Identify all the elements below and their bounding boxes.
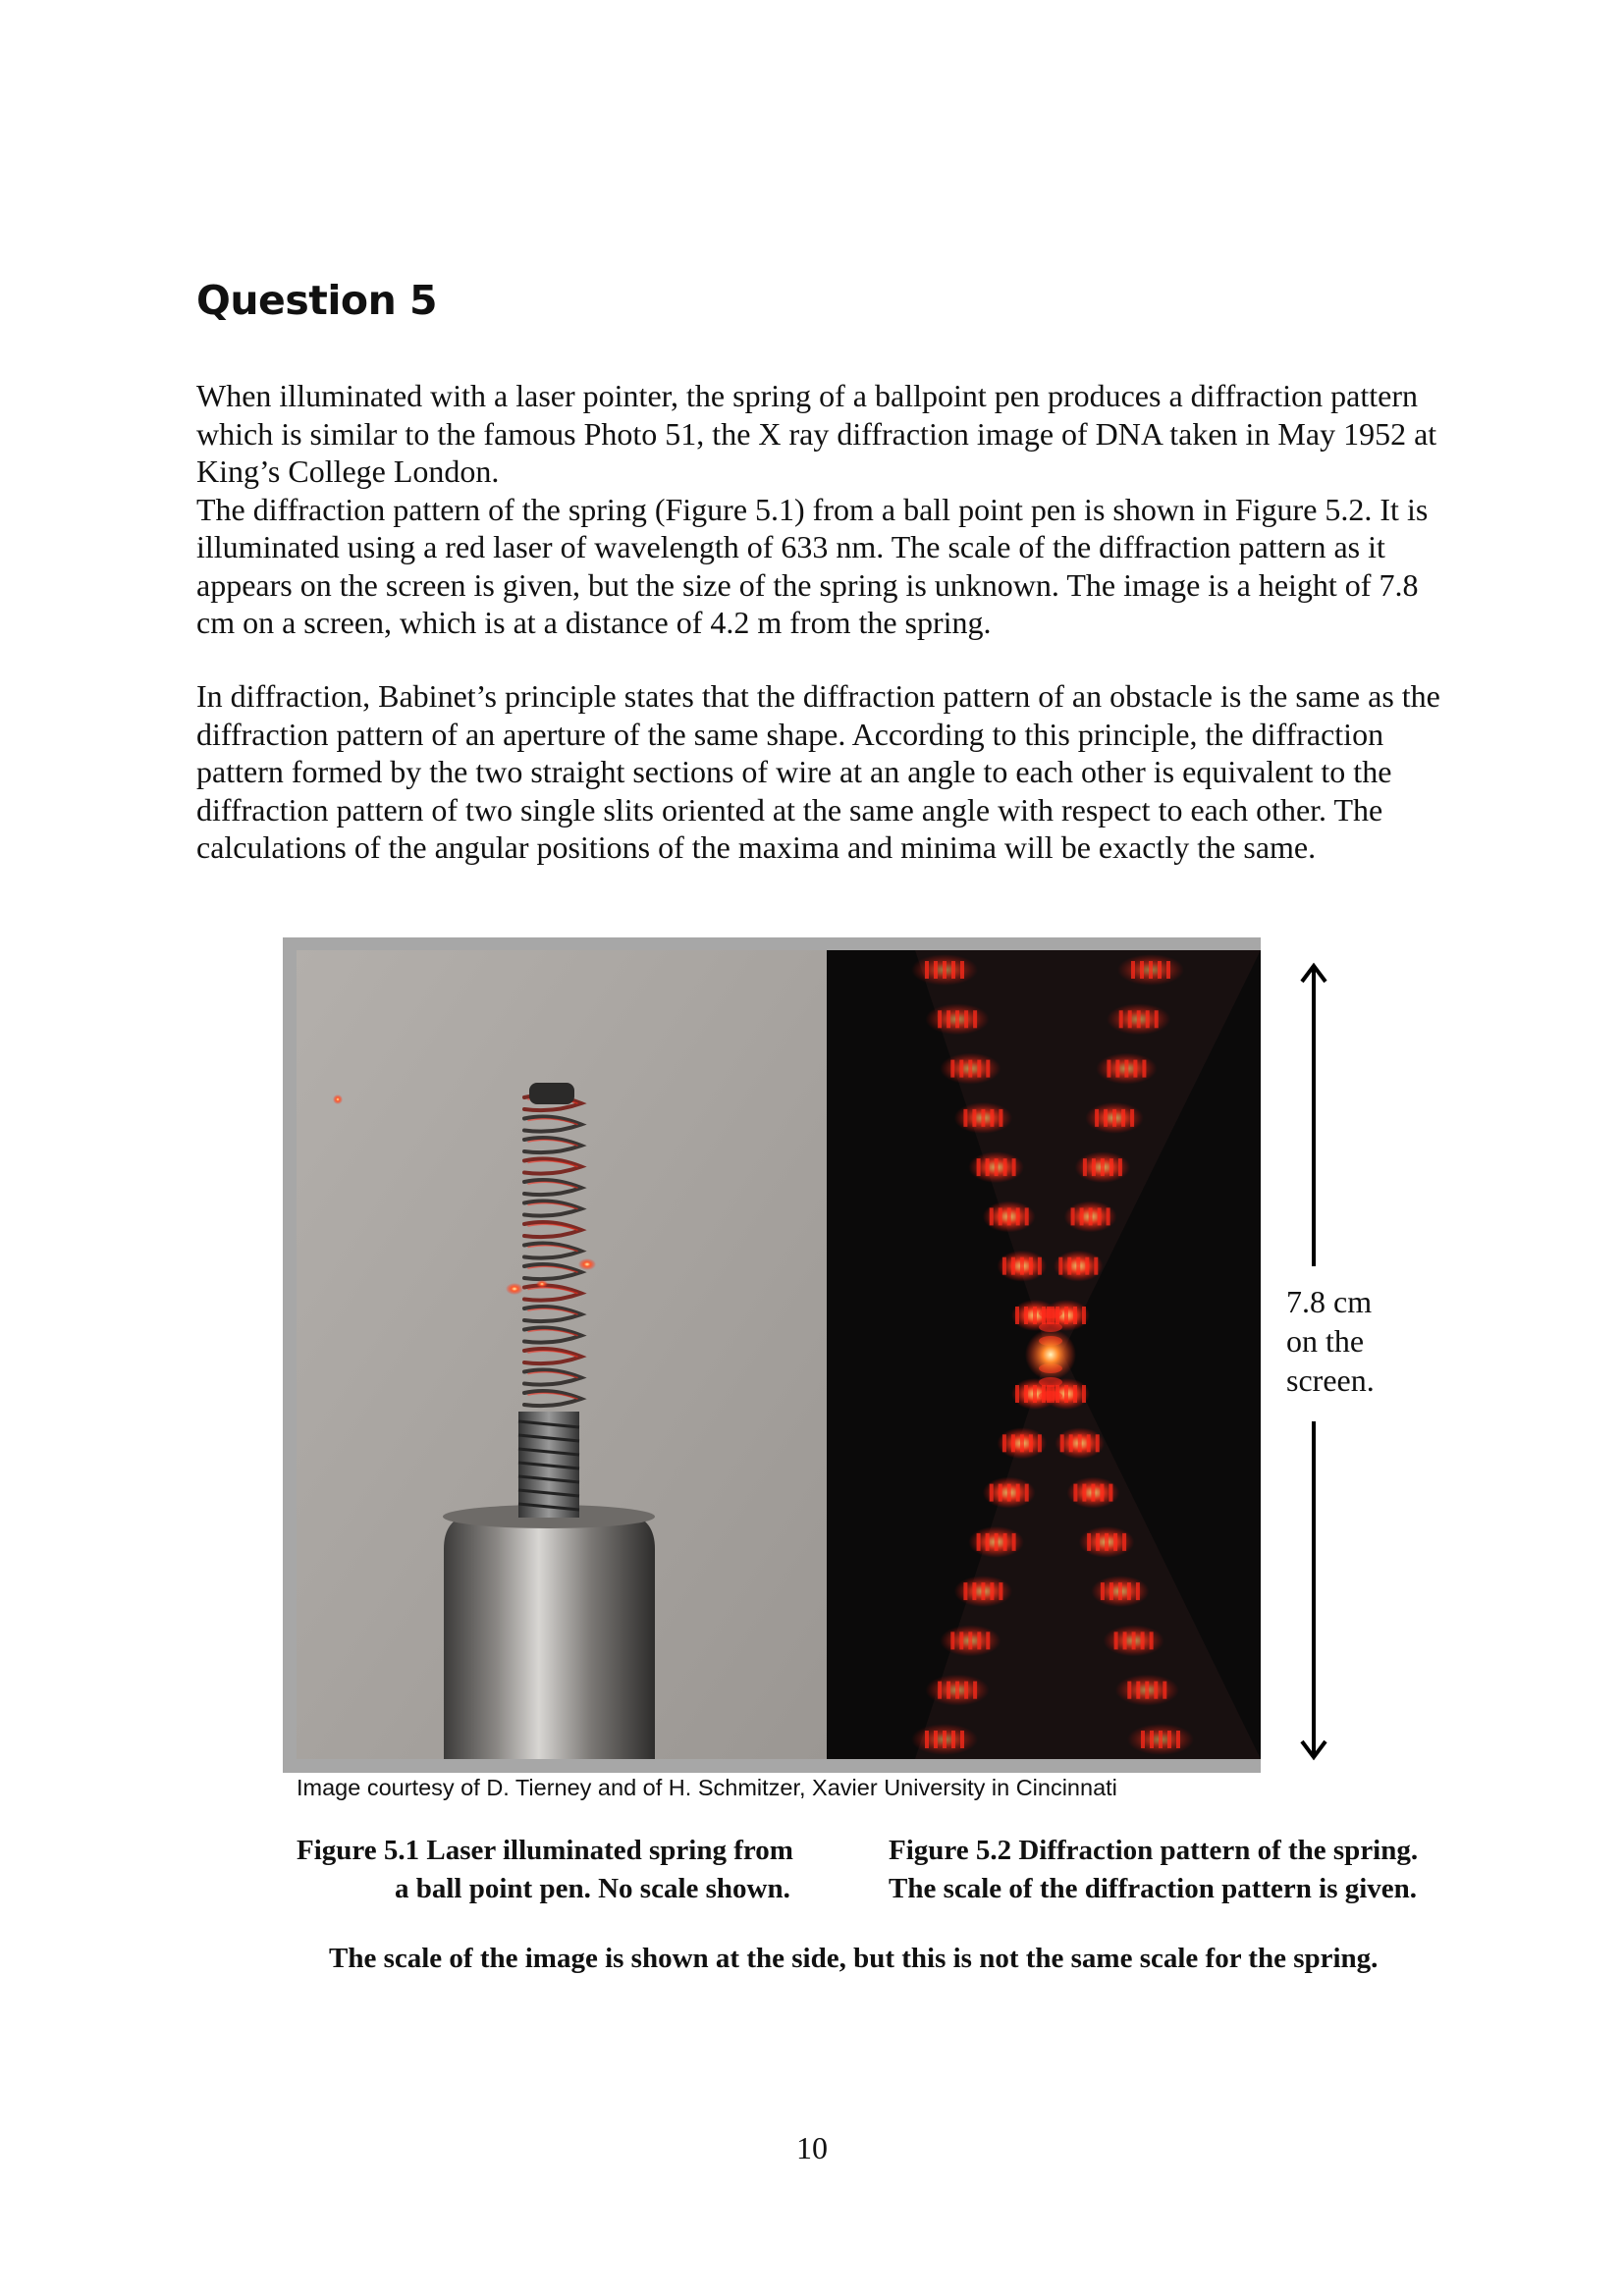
diffraction-fringe <box>1020 1257 1024 1275</box>
diffraction-fringe <box>1038 1434 1042 1452</box>
diffraction-fringe <box>947 1010 950 1028</box>
text-line: appears on the screen is given, but the size of the spring is unknown. The image is a height of 7.8 <box>196 566 1419 603</box>
diffraction-fringe <box>968 1631 972 1649</box>
diffraction-fringe <box>972 1582 976 1600</box>
diffraction-fringe <box>990 1484 994 1502</box>
diffraction-fringe <box>986 1060 990 1078</box>
diffraction-fringe <box>925 1731 929 1748</box>
diffraction-fringe <box>1142 1060 1146 1078</box>
diffraction-fringe <box>1033 1307 1037 1324</box>
question-paragraph-2 <box>196 677 1532 867</box>
diffraction-fringe <box>1140 961 1144 979</box>
diffraction-fringe <box>1128 1010 1132 1028</box>
diffraction-fringe <box>986 1158 990 1176</box>
text-line: illuminated using a red laser of wavelength of 633 nm. The scale of the diffraction pattern as it <box>196 529 1385 564</box>
diffraction-fringe <box>1123 1631 1127 1649</box>
scale-label-line: screen. <box>1286 1362 1375 1398</box>
diffraction-fringe <box>1080 1207 1084 1225</box>
diffraction-fringe <box>934 1731 938 1748</box>
diffraction-fringe <box>943 1731 947 1748</box>
diffraction-fringe <box>1038 1257 1042 1275</box>
diffraction-fringe <box>951 1731 955 1748</box>
figure-5-2-caption-line-2: The scale of the diffraction pattern is given. <box>889 1873 1418 1904</box>
diffraction-fringe <box>1096 1434 1100 1452</box>
diffraction-fringe <box>986 1533 990 1551</box>
diffraction-fringe <box>990 1582 994 1600</box>
question-title: Question 5 <box>196 277 438 324</box>
diffraction-fringe <box>1085 1257 1089 1275</box>
diffraction-fringe <box>1012 1158 1016 1176</box>
diffraction-fringe <box>1115 1060 1119 1078</box>
text-line: pattern formed by the two straight sections of wire at an angle to each other is equivalent to the <box>196 754 1392 789</box>
diffraction-fringe <box>1073 1385 1077 1403</box>
diffraction-fringe <box>1083 1158 1087 1176</box>
diffraction-fringe <box>1141 1731 1145 1748</box>
diffraction-fringe <box>938 1010 942 1028</box>
diffraction-fringe <box>1131 961 1135 979</box>
diffraction-fringe <box>1155 1010 1159 1028</box>
diffraction-fringe <box>1082 1385 1086 1403</box>
diffraction-fringe <box>1113 1533 1117 1551</box>
diffraction-fringe <box>1100 1484 1104 1502</box>
diffraction-fringe <box>990 1207 994 1225</box>
figure-5-1-caption: Figure 5.1 Laser illuminated spring from <box>297 1835 793 1866</box>
scale-label-line: on the <box>1286 1323 1365 1359</box>
diffraction-fringe <box>964 1682 968 1699</box>
diffraction-fringe <box>1119 1010 1123 1028</box>
diffraction-fringe <box>963 1109 967 1127</box>
image-credit: Image courtesy of D. Tierney and of H. Schmitzer, Xavier University in Cincinnati <box>297 1775 1117 1800</box>
diffraction-fringe <box>999 1484 1002 1502</box>
diffraction-fringe <box>955 1010 959 1028</box>
text-line: diffraction pattern of two single slits oriented at the same angle with respect to each other. The <box>196 791 1383 828</box>
diffraction-fringe <box>1130 1109 1134 1127</box>
diffraction-fringe <box>1109 1158 1113 1176</box>
diffraction-fringe <box>1095 1109 1099 1127</box>
diffraction-fringe <box>1124 1060 1128 1078</box>
diffraction-fringe <box>960 1731 964 1748</box>
diffraction-fringe <box>1078 1434 1082 1452</box>
diffraction-fringe <box>1069 1434 1073 1452</box>
diffraction-fringe <box>1150 1731 1154 1748</box>
diffraction-fringe <box>1029 1434 1033 1452</box>
diffraction-fringe <box>1073 1307 1077 1324</box>
text-line: In diffraction, Babinet’s principle states that the diffraction pattern of an obstacle is the same as the <box>196 678 1440 714</box>
diffraction-fringe <box>1101 1582 1105 1600</box>
diffraction-fringe <box>1015 1307 1019 1324</box>
diffraction-fringe <box>959 1631 963 1649</box>
diffraction-fringe <box>1127 1682 1131 1699</box>
spring-photo <box>297 950 827 1759</box>
diffraction-fringe <box>964 1010 968 1028</box>
diffraction-fringe <box>1158 961 1162 979</box>
figure-5-2-caption: Figure 5.2 Diffraction pattern of the spring. <box>889 1835 1419 1866</box>
diffraction-fringe <box>943 961 947 979</box>
diffraction-fringe <box>1091 1484 1095 1502</box>
diffraction-fringe <box>1104 1109 1108 1127</box>
diffraction-fringe <box>1122 1533 1126 1551</box>
diffraction-fringe <box>1154 1682 1158 1699</box>
text-line: calculations of the angular positions of the maxima and minima will be exactly the same. <box>196 829 1317 865</box>
diffraction-fringe <box>1002 1434 1006 1452</box>
diffraction-fringe <box>1107 1060 1110 1078</box>
diffraction-fringe <box>938 1682 942 1699</box>
diffraction-fringe <box>986 1631 990 1649</box>
diffraction-fringe <box>977 1631 981 1649</box>
diffraction-fringe <box>959 1060 963 1078</box>
diffraction-fringe <box>1029 1257 1033 1275</box>
text-line: which is similar to the famous Photo 51, the X ray diffraction image of DNA taken in May 1952 at <box>196 415 1437 452</box>
diffraction-fringe <box>1098 1207 1102 1225</box>
diffraction-fringe <box>1118 1582 1122 1600</box>
diffraction-fringe <box>1166 961 1170 979</box>
diffraction-pattern-photo <box>827 950 1261 1759</box>
diffraction-fringe <box>999 1582 1002 1600</box>
scale-label-line: 7.8 cm <box>1286 1284 1373 1319</box>
diffraction-fringe <box>1025 1484 1029 1502</box>
diffraction-fringe <box>999 1109 1002 1127</box>
diffraction-fringe <box>1167 1731 1171 1748</box>
question-paragraph-1 <box>196 377 1532 642</box>
text-line: diffraction pattern of an aperture of the same shape. According to this principle, the diffraction <box>196 716 1384 752</box>
diffraction-fringe <box>1089 1207 1093 1225</box>
diffraction-fringe <box>1082 1307 1086 1324</box>
diffraction-fringe <box>1145 1682 1149 1699</box>
diffraction-fringe <box>968 1060 972 1078</box>
diffraction-fringe <box>963 1582 967 1600</box>
figure-5-1-caption-line-2 <box>395 1870 790 1907</box>
diffraction-fringe <box>1024 1385 1028 1403</box>
diffraction-fringe <box>1149 961 1153 979</box>
diffraction-fringe <box>1007 1207 1011 1225</box>
diffraction-fringe <box>1011 1257 1015 1275</box>
diffraction-fringe <box>977 1533 981 1551</box>
diffraction-fringe <box>977 1158 981 1176</box>
diffraction-fringe <box>1024 1307 1028 1324</box>
diffraction-fringe <box>960 961 964 979</box>
diffraction-fringe <box>973 1010 977 1028</box>
diffraction-fringe <box>1011 1434 1015 1452</box>
diffraction-fringe <box>950 1060 954 1078</box>
diffraction-fringe <box>1109 1484 1112 1502</box>
diffraction-fringe <box>1114 1631 1118 1649</box>
diffraction-fringe <box>934 961 938 979</box>
diffraction-fringe <box>990 1109 994 1127</box>
scale-note: The scale of the image is shown at the side, but this is not the same scale for the spring. <box>329 1943 1379 1974</box>
diffraction-fringe <box>1082 1484 1086 1502</box>
diffraction-fringe <box>1058 1257 1062 1275</box>
caption-text: a ball point pen. No scale shown. <box>395 1873 790 1904</box>
diffraction-fringe <box>1107 1207 1110 1225</box>
diffraction-fringe <box>1176 1731 1180 1748</box>
diffraction-fringe <box>1101 1158 1105 1176</box>
diffraction-fringe <box>1073 1484 1077 1502</box>
diffraction-fringe <box>1060 1434 1064 1452</box>
diffraction-fringe <box>977 1060 981 1078</box>
diffraction-fringe <box>1087 1533 1091 1551</box>
text-line: King’s College London. <box>196 454 500 489</box>
diffraction-fringe <box>1118 1158 1122 1176</box>
diffraction-fringe <box>1002 1257 1006 1275</box>
diffraction-fringe <box>1025 1207 1029 1225</box>
diffraction-fringe <box>981 1582 985 1600</box>
diffraction-fringe <box>972 1109 976 1127</box>
diffraction-fringe <box>981 1109 985 1127</box>
diffraction-fringe <box>1141 1631 1145 1649</box>
diffraction-fringe <box>1096 1533 1100 1551</box>
diffraction-fringe <box>1159 1731 1163 1748</box>
diffraction-fringe <box>1012 1533 1016 1551</box>
diffraction-fringe <box>1109 1582 1113 1600</box>
diffraction-fringe <box>1076 1257 1080 1275</box>
diffraction-fringe <box>950 1631 954 1649</box>
diffraction-fringe <box>1016 1484 1020 1502</box>
diffraction-fringe <box>1016 1207 1020 1225</box>
diffraction-fringe <box>1136 1582 1140 1600</box>
diffraction-fringe <box>1067 1257 1071 1275</box>
page-number: 10 <box>796 2130 828 2165</box>
diffraction-fringe <box>1003 1158 1007 1176</box>
diffraction-fringe <box>973 1682 977 1699</box>
diffraction-fringe <box>1015 1385 1019 1403</box>
diffraction-fringe <box>995 1533 999 1551</box>
diffraction-fringe <box>925 961 929 979</box>
diffraction-fringe <box>1105 1533 1109 1551</box>
diffraction-fringe <box>995 1158 999 1176</box>
diffraction-fringe <box>1150 1631 1154 1649</box>
diffraction-fringe <box>1136 1682 1140 1699</box>
diffraction-fringe <box>1163 1682 1166 1699</box>
text-line: When illuminated with a laser pointer, the spring of a ballpoint pen produces a diffraction pattern <box>196 378 1418 413</box>
diffraction-fringe <box>1146 1010 1150 1028</box>
diffraction-fringe <box>1133 1060 1137 1078</box>
diffraction-fringe <box>999 1207 1002 1225</box>
diffraction-fringe <box>1137 1010 1141 1028</box>
text-line: cm on a screen, which is at a distance of 4.2 m from the spring. <box>196 605 992 640</box>
diffraction-fringe <box>947 1682 950 1699</box>
diffraction-fringe <box>951 961 955 979</box>
diffraction-fringe <box>1033 1385 1037 1403</box>
text-line: The diffraction pattern of the spring (Figure 5.1) from a ball point pen is shown in Figure 5.2. It is <box>196 491 1429 527</box>
diffraction-fringe <box>1007 1484 1011 1502</box>
diffraction-fringe <box>1020 1434 1024 1452</box>
diffraction-fringe <box>1127 1582 1131 1600</box>
diffraction-fringe <box>955 1682 959 1699</box>
diffraction-fringe <box>1112 1109 1116 1127</box>
central-fringe <box>1039 1391 1062 1401</box>
diffraction-fringe <box>1132 1631 1136 1649</box>
diffraction-fringe <box>1064 1307 1068 1324</box>
diffraction-fringe <box>1064 1385 1068 1403</box>
central-fringe <box>1039 1308 1062 1318</box>
diffraction-fringe <box>1003 1533 1007 1551</box>
diffraction-fringe <box>1092 1158 1096 1176</box>
scale-label <box>1286 1282 1375 1400</box>
diffraction-fringe <box>1121 1109 1125 1127</box>
diffraction-fringe <box>1094 1257 1098 1275</box>
diffraction-fringe <box>1071 1207 1075 1225</box>
diffraction-fringe <box>1087 1434 1091 1452</box>
